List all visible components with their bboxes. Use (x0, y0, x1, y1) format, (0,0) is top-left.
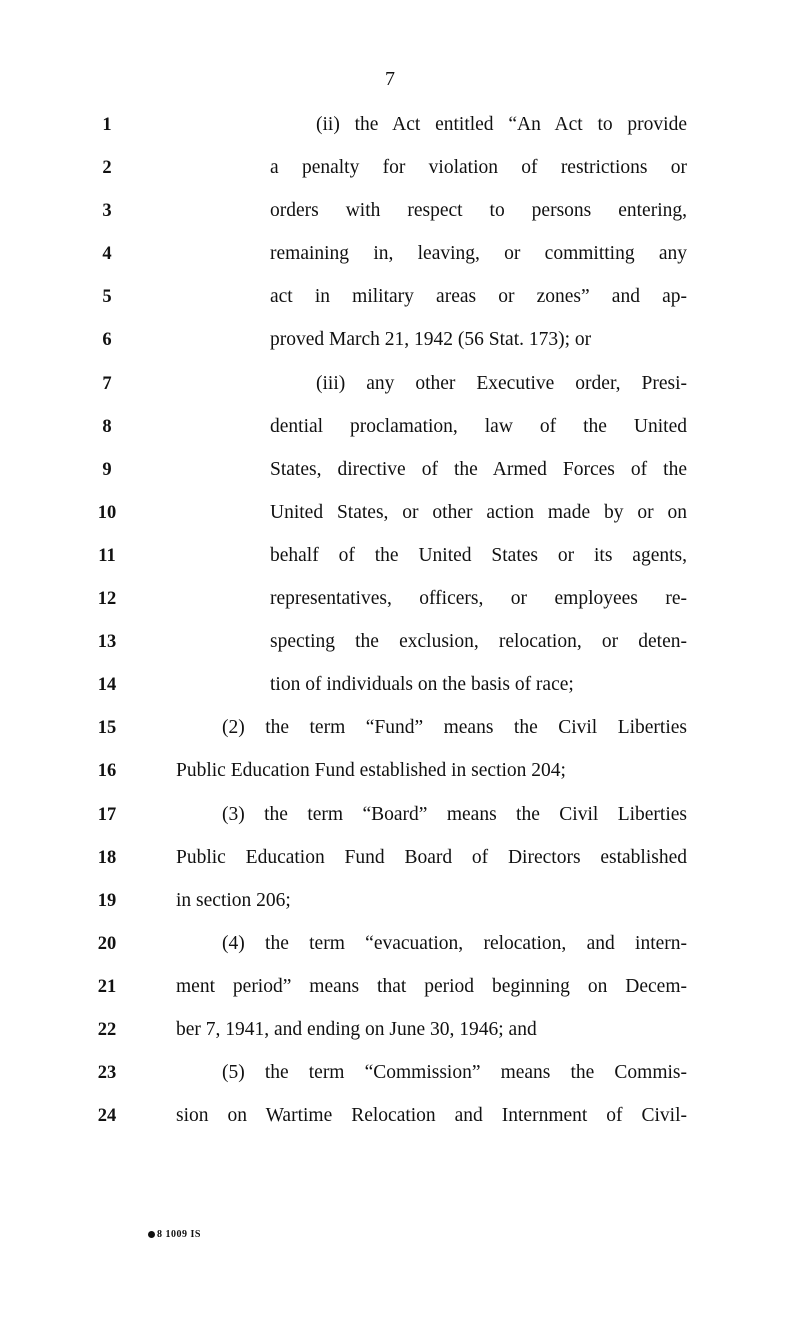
page-number: 7 (385, 68, 395, 90)
bill-line (0, 582, 800, 625)
line-number: 2 (102, 158, 112, 179)
line-text: Public Education Fund Board of Directors established (176, 846, 687, 868)
bill-line (0, 841, 800, 884)
bill-text-body (0, 108, 800, 1142)
bill-line (0, 927, 800, 970)
bill-line (0, 453, 800, 496)
line-text: sion on Wartime Relocation and Internment of Civil- (176, 1105, 687, 1127)
bullet-icon (148, 1231, 155, 1238)
line-number: 6 (102, 330, 112, 351)
bill-line (0, 884, 800, 927)
bill-line (0, 625, 800, 668)
bill-line (0, 280, 800, 323)
line-text: States, directive of the Armed Forces of the (270, 458, 687, 480)
line-number: 16 (97, 761, 117, 782)
line-number: 22 (97, 1019, 117, 1040)
bill-line (0, 151, 800, 194)
line-text: behalf of the United States or its agents, (270, 544, 687, 566)
line-text: dential proclamation, law of the United (270, 415, 687, 437)
line-text: United States, or other action made by or on (270, 501, 687, 523)
bill-line (0, 798, 800, 841)
line-text: proved March 21, 1942 (56 Stat. 173); or (270, 329, 592, 351)
line-number: 20 (97, 933, 117, 954)
bill-line (0, 367, 800, 410)
bill-line (0, 754, 800, 797)
line-number: 23 (97, 1063, 117, 1084)
document-footer (148, 1229, 201, 1240)
bill-line (0, 1013, 800, 1056)
line-text: in section 206; (176, 889, 291, 911)
line-number: 14 (97, 675, 117, 696)
line-number: 12 (97, 589, 117, 610)
line-number: 15 (97, 718, 117, 739)
line-number: 8 (102, 416, 112, 437)
line-number: 7 (102, 373, 112, 394)
bill-identifier: 8 1009 IS (157, 1229, 201, 1240)
bill-line (0, 1099, 800, 1142)
line-number: 9 (102, 459, 112, 480)
line-text: tion of individuals on the basis of race; (270, 674, 574, 696)
bill-line (0, 711, 800, 754)
line-number: 19 (97, 890, 117, 911)
line-text: orders with respect to persons entering, (270, 200, 687, 222)
line-text: remaining in, leaving, or committing any (270, 243, 687, 265)
line-number: 11 (98, 545, 116, 566)
line-number: 3 (102, 201, 112, 222)
line-text: (5) the term “Commission” means the Commis- (222, 1062, 687, 1084)
line-number: 17 (97, 804, 117, 825)
line-text: (ii) the Act entitled “An Act to provide (316, 114, 687, 135)
bill-line (0, 237, 800, 280)
line-text: (iii) any other Executive order, Presi- (316, 372, 687, 394)
line-text: representatives, officers, or employees re- (270, 588, 687, 610)
bill-line (0, 108, 800, 151)
line-text: (2) the term “Fund” means the Civil Liberties (222, 717, 687, 739)
line-text: specting the exclusion, relocation, or deten- (270, 631, 687, 653)
line-number: 4 (102, 244, 112, 265)
line-number: 13 (97, 632, 117, 653)
bill-line (0, 970, 800, 1013)
line-text: (3) the term “Board” means the Civil Liberties (222, 803, 687, 825)
line-number: 5 (102, 287, 112, 308)
bill-line (0, 496, 800, 539)
line-text: a penalty for violation of restrictions or (270, 157, 687, 179)
line-text: (4) the term “evacuation, relocation, and intern- (222, 932, 687, 954)
line-text: Public Education Fund established in section 204; (176, 760, 566, 782)
line-text: ber 7, 1941, and ending on June 30, 1946; and (176, 1018, 537, 1040)
bill-line (0, 194, 800, 237)
bill-line (0, 668, 800, 711)
bill-line (0, 410, 800, 453)
line-number: 1 (102, 115, 112, 135)
line-number: 21 (97, 976, 117, 997)
line-text: ment period” means that period beginning on Decem- (176, 975, 687, 997)
bill-line (0, 539, 800, 582)
bill-line (0, 1056, 800, 1099)
line-number: 10 (97, 502, 117, 523)
bill-line (0, 323, 800, 366)
line-number: 24 (97, 1106, 117, 1127)
line-number: 18 (97, 847, 117, 868)
line-text: act in military areas or zones” and ap- (270, 286, 687, 308)
